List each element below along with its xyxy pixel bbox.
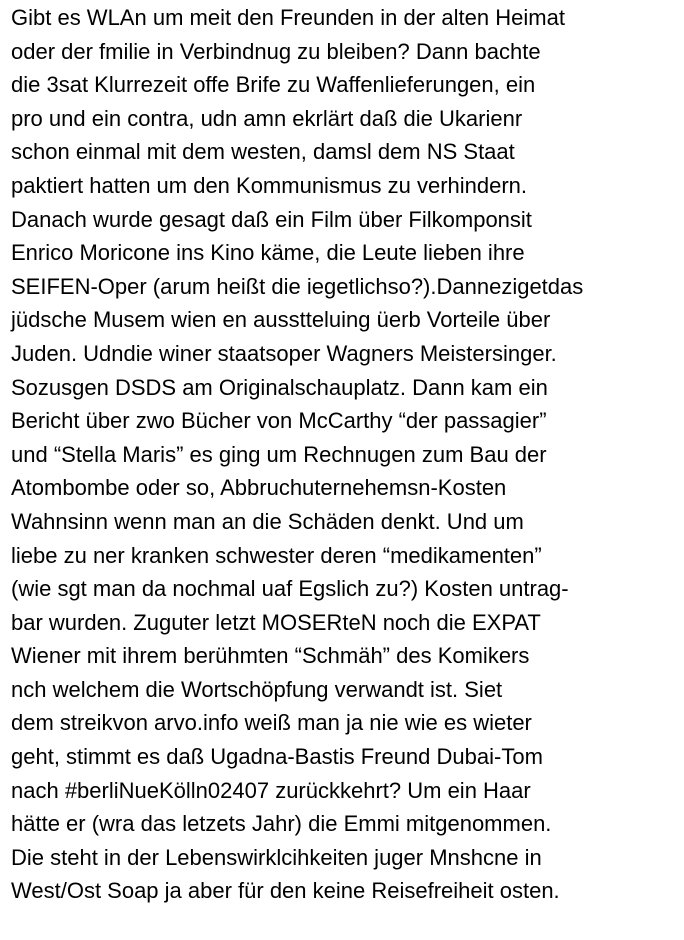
text-line-16: Wahnsinn wenn man an die Schäden denkt. Und um — [11, 508, 524, 534]
text-line-15: Atombombe oder so, Abbruchuternehemsn-Kosten — [11, 475, 507, 501]
text-line-8: Enrico Moricone ins Kino käme, die Leute lieben ihre — [11, 240, 525, 266]
text-line-19: bar wurden. Zuguter letzt MOSERteN noch die EXPAT — [11, 609, 541, 635]
text-line-17: liebe zu ner kranken schwester deren “medikamenten” — [11, 542, 542, 568]
text-line-26: Die steht in der Lebenswirklcihkeiten juger Mnshcne in — [11, 844, 542, 870]
body-text — [11, 1, 681, 908]
text-line-25: hätte er (wra das letzets Jahr) die Emmi mitgenommen. — [11, 811, 552, 837]
text-line-24: nach #berliNueKölln02407 zurückkehrt? Um ein Haar — [11, 777, 531, 803]
text-line-10: jüdsche Musem wien en ausstteluing üerb Vorteile über — [11, 307, 551, 333]
text-line-18: (wie sgt man da nochmal uaf Egslich zu?) Kosten untrag- — [11, 576, 569, 602]
text-line-23: geht, stimmt es daß Ugadna-Bastis Freund Dubai-Tom — [11, 744, 543, 770]
text-line-27: West/Ost Soap ja aber für den keine Reisefreiheit osten. — [11, 878, 560, 904]
text-line-5: schon einmal mit dem westen, damsl dem NS Staat — [11, 139, 515, 165]
text-line-3: die 3sat Klurrezeit offe Brife zu Waffenlieferungen, ein — [11, 72, 536, 98]
text-line-1: Gibt es WLAn um meit den Freunden in der alten Heimat — [11, 5, 565, 30]
text-line-6: paktiert hatten um den Kommunismus zu verhindern. — [11, 172, 528, 198]
text-line-11: Juden. Udndie winer staatsoper Wagners Meistersinger. — [11, 340, 557, 366]
text-line-21: nch welchem die Wortschöpfung verwandt ist. Siet — [11, 676, 503, 702]
text-line-20: Wiener mit ihrem berühmten “Schmäh” des Komikers — [11, 643, 530, 669]
text-line-7: Danach wurde gesagt daß ein Film über Filkomponsit — [11, 206, 532, 232]
text-line-12: Sozusgen DSDS am Originalschauplatz. Dann kam ein — [11, 374, 548, 400]
text-line-2: oder der fmilie in Verbindnug zu bleiben? Dann bachte — [11, 38, 541, 64]
text-line-22: dem streikvon arvo.info weiß man ja nie wie es wieter — [11, 710, 532, 736]
text-line-14: und “Stella Maris” es ging um Rechnugen zum Bau der — [11, 441, 547, 467]
text-line-4: pro und ein contra, udn amn ekrlärt daß die Ukarienr — [11, 105, 523, 131]
text-line-9: SEIFEN-Oper (arum heißt die iegetlichso?).Dannezigetdas — [11, 273, 584, 299]
text-line-13: Bericht über zwo Bücher von McCarthy “der passagier” — [11, 408, 547, 434]
